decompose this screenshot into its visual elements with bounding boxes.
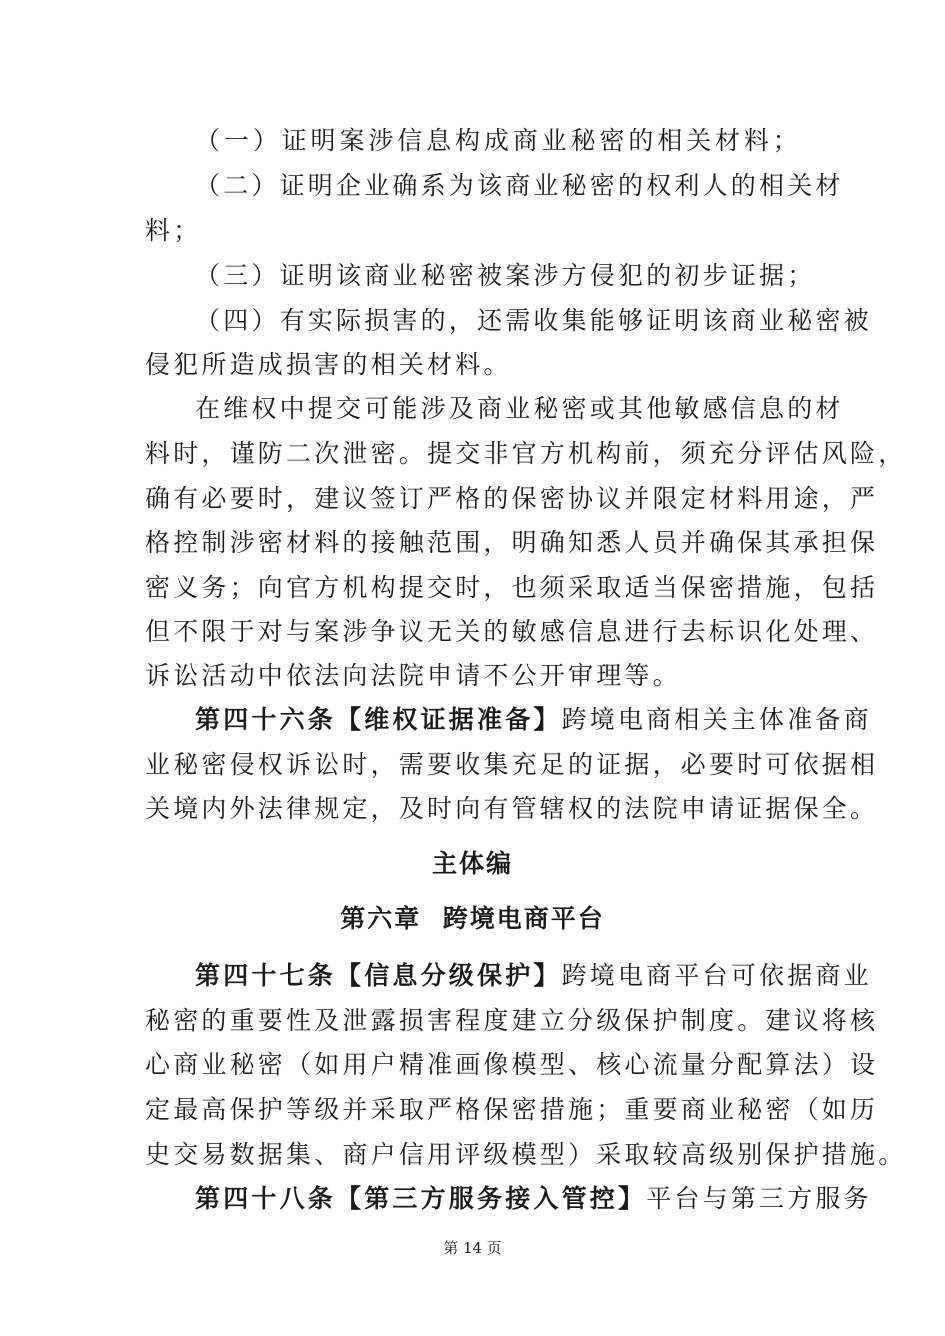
page-number: 第 14 页	[443, 1239, 502, 1257]
paragraph-line: 史交易数据集、商户信用评级模型）采取较高级别保护措施。	[145, 1140, 907, 1169]
article-46-line-1: 第四十六条【维权证据准备】跨境电商相关主体准备商	[195, 705, 872, 734]
paragraph-line: 业秘密侵权诉讼时，需要收集充足的证据，必要时可依据相	[145, 750, 879, 779]
paragraph-line: 诉讼活动中依法向法院申请不公开审理等。	[145, 661, 681, 690]
paragraph-line: 心商业秘密（如用户精准画像模型、核心流量分配算法）设	[145, 1050, 879, 1079]
paragraph-line: 但不限于对与案涉争议无关的敏感信息进行去标识化处理、	[145, 617, 879, 646]
section-title: 主体编	[431, 849, 513, 878]
list-item-2-line-2: 料；	[145, 216, 202, 245]
paragraph-line: 关境内外法律规定，及时向有管辖权的法院申请证据保全。	[145, 794, 879, 823]
article-47-heading: 第四十七条【信息分级保护】	[195, 961, 562, 990]
article-47-line-1: 第四十七条【信息分级保护】跨境电商平台可依据商业	[195, 961, 872, 990]
paragraph-line: 在维权中提交可能涉及商业秘密或其他敏感信息的材	[195, 394, 844, 423]
list-item-4-line-1: （四）有实际损害的，还需收集能够证明该商业秘密被	[195, 306, 872, 335]
paragraph-line: 定最高保护等级并采取严格保密措施；重要商业秘密（如历	[145, 1095, 879, 1124]
paragraph-line: 秘密的重要性及泄露损害程度建立分级保护制度。建议将核	[145, 1006, 879, 1035]
list-item-4-line-2: 侵犯所造成损害的相关材料。	[145, 350, 512, 379]
chapter-title: 第六章 跨境电商平台	[340, 904, 605, 933]
list-item-1: （一）证明案涉信息构成商业秘密的相关材料；	[195, 126, 801, 155]
paragraph-line: 料时，谨防二次泄密。提交非官方机构前，须充分评估风险，	[145, 439, 907, 468]
article-48-line-1: 第四十八条【第三方服务接入管控】平台与第三方服务	[195, 1184, 872, 1213]
list-item-3: （三）证明该商业秘密被案涉方侵犯的初步证据；	[195, 261, 816, 290]
paragraph-line: 确有必要时，建议签订严格的保密协议并限定材料用途，严	[145, 484, 879, 513]
article-48-heading: 第四十八条【第三方服务接入管控】	[195, 1184, 647, 1213]
list-item-2-line-1: （二）证明企业确系为该商业秘密的权利人的相关材	[195, 171, 844, 200]
paragraph-line: 格控制涉密材料的接触范围，明确知悉人员并确保其承担保	[145, 528, 879, 557]
article-46-heading: 第四十六条【维权证据准备】	[195, 705, 562, 734]
paragraph-line: 密义务；向官方机构提交时，也须采取适当保密措施，包括	[145, 573, 879, 602]
